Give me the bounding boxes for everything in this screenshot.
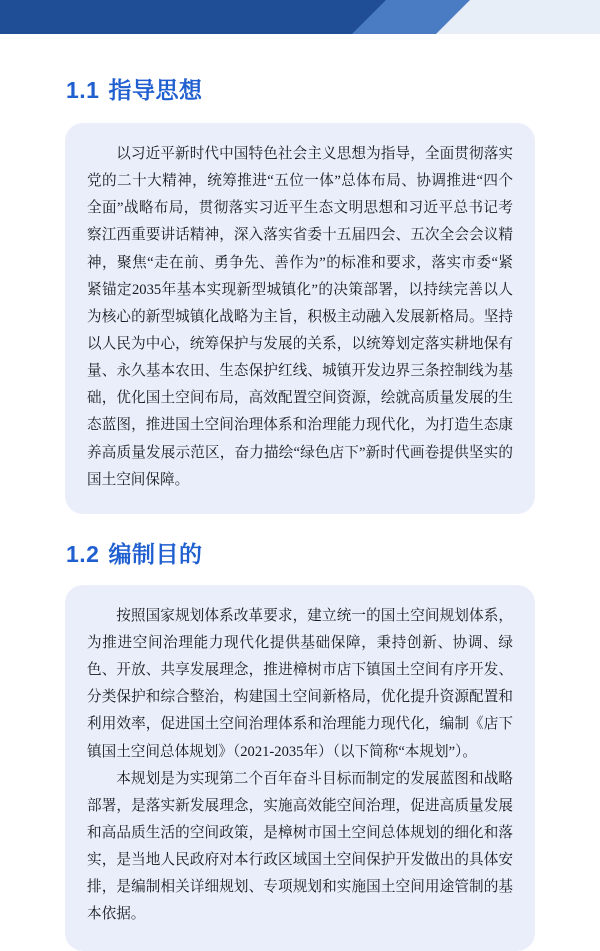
section-compilation-purpose [0, 536, 600, 951]
section-guiding-thoughts [0, 72, 600, 514]
top-decorative-bar [0, 0, 600, 34]
section-number: 1.2 [66, 540, 100, 567]
paragraph: 按照国家规划体系改革要求，建立统一的国土空间规划体系，为推进空间治理能力现代化提供基础保障，秉持创新、协调、绿色、开放、共享发展理念，推进樟树市店下镇国土空间有序开发、分类保护和综合整治，构建国土空间新格局，优化提升资源配置和利用效率，促进国土空间治理体系和治理能力现代化，编制《店下镇国土空间总体规划》（2021-2035年）（以下简称“本规划”）。 [87, 607, 513, 760]
section-heading [0, 72, 600, 105]
paragraph: 以习近平新时代中国特色社会主义思想为指导，全面贯彻落实党的二十大精神，统筹推进“五位一体”总体布局、协调推进“四个全面”战略布局，贯彻落实习近平生态文明思想和习近平总书记考察江西重要讲话精神，深入落实省委十五届四会、五次全会会议精神，聚焦“走在前、勇争先、善作为”的标准和要求，落实市委“紧紧锚定2035年基本实现新型城镇化”的决策部署，以持续完善以人为核心的新型城镇化战略为主旨，积极主动融入发展新格局。坚持以人民为中心，统筹保护与发展的关系，以统筹划定落实耕地保有量、永久基本农田、生态保护红线、城镇开发边界三条控制线为基础，优化国土空间布局，高效配置空间资源，绘就高质量发展的生态蓝图，推进国土空间治理体系和治理能力现代化，为打造生态康养高质量发展示范区，奋力描绘“绿色店下”新时代画卷提供坚实的国土空间保障。 [87, 146, 513, 488]
section-body-card [65, 123, 535, 514]
section-title: 指导思想 [108, 77, 203, 103]
section-heading [0, 536, 600, 569]
section-title: 编制目的 [108, 540, 203, 567]
document-page [0, 34, 600, 951]
section-number: 1.1 [66, 77, 100, 103]
paragraph: 本规划是为实现第二个百年奋斗目标而制定的发展蓝图和战略部署，是落实新发展理念，实施高效能空间治理，促进高质量发展和高品质生活的空间政策，是樟树市国土空间总体规划的细化和落实，是当地人民政府对本行政区域国土空间保护开发做出的具体安排，是编制相关详细规划、专项规划和实施国土空间用途管制的基本依据。 [87, 770, 513, 923]
section-body-card [65, 585, 535, 951]
